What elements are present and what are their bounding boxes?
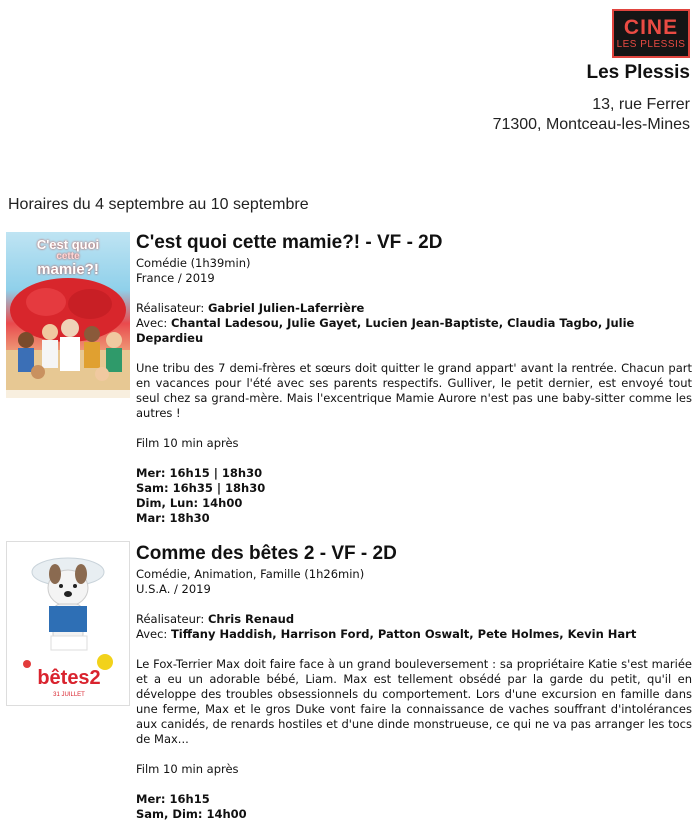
poster-betes-title: bêtes2	[37, 667, 101, 689]
film-genre: Comédie (1h39min)	[136, 256, 251, 270]
showtime-line: Mar: 18h30	[136, 511, 210, 525]
showtime-line: Sam, Dim: 14h00	[136, 807, 247, 821]
cast-label: Avec:	[136, 316, 168, 330]
cinema-address-city: 71300, Montceau-les-Mines	[492, 116, 690, 133]
director-name: Gabriel Julien-Laferrière	[207, 301, 365, 315]
film-origin: France / 2019	[136, 271, 215, 285]
poster-mamie-title	[6, 238, 130, 277]
director-label: Réalisateur:	[136, 301, 205, 315]
showtime-line: Dim, Lun: 14h00	[136, 496, 243, 510]
cast-names: Chantal Ladesou, Julie Gayet, Lucien Jean-Baptiste, Claudia Tagbo, Julie Depardieu	[136, 316, 635, 345]
cinema-address-street: 13, rue Ferrer	[592, 96, 690, 113]
film-cast	[136, 316, 692, 346]
showtime-line: Mer: 16h15 | 18h30	[136, 466, 263, 480]
cast-label: Avec:	[136, 627, 168, 641]
film-listing-betes	[136, 542, 692, 822]
showtime-line: Sam: 16h35 | 18h30	[136, 481, 266, 495]
logo-text-cine: CINE	[623, 15, 679, 39]
showtime-line: Mer: 16h15	[136, 792, 210, 806]
film-director	[136, 612, 692, 627]
film-cast	[136, 627, 692, 642]
film-title: C'est quoi cette mamie?! - VF - 2D	[136, 232, 443, 253]
director-label: Réalisateur:	[136, 612, 205, 626]
film-title: Comme des bêtes 2 - VF - 2D	[136, 543, 397, 564]
logo-text-plessis: LES PLESSIS	[616, 38, 686, 50]
director-name: Chris Renaud	[207, 612, 295, 626]
film-poster-mamie	[6, 232, 130, 398]
film-showtimes	[136, 792, 692, 822]
film-showtimes	[136, 466, 692, 526]
film-poster-betes	[6, 541, 130, 706]
schedule-period: Horaires du 4 septembre au 10 septembre	[8, 196, 309, 213]
poster-mamie-title-2: cette	[56, 251, 80, 262]
poster-betes-date: 31 JUILLET	[53, 692, 85, 698]
film-synopsis: Une tribu des 7 demi-frères et sœurs doit quitter le grand appart' avant la rentrée. Chacun part en vacances pour l'été avec ses parents respectifs. Gulliver, le petit dernier, est envoyé tout seul chez sa grand-mère. Mais l'excentrique Mamie Aurore n'est pas une baby-sitter comme les autres !	[136, 361, 692, 420]
film-director	[136, 301, 692, 316]
film-listing-mamie	[136, 231, 692, 526]
film-synopsis: Le Fox-Terrier Max doit faire face à un grand bouleversement : sa propriétaire Katie s'est mariée et a eu un adorable bébé, Liam. Max est tellement obsédé par la garde du petit, qu'il en développe des troubles obsessionnels du comportement. Lors d'une excursion en famille dans une ferme, Max et le gros Duke vont faire la connaissance de vaches souffrant d'intolérances aux canidés, de renards hostiles et d'une dinde monstrueuse, ce qui ne va pas arranger les tocs de Max...	[136, 657, 692, 746]
cinema-logo	[612, 9, 690, 58]
cast-names: Tiffany Haddish, Harrison Ford, Patton Oswalt, Pete Holmes, Kevin Hart	[170, 627, 637, 641]
film-origin: U.S.A. / 2019	[136, 582, 211, 596]
film-genre: Comédie, Animation, Famille (1h26min)	[136, 567, 365, 581]
poster-mamie-title-1: C'est quoi	[36, 237, 100, 252]
poster-mamie-title-3: mamie?!	[37, 261, 99, 278]
film-note: Film 10 min après	[136, 762, 239, 776]
film-note: Film 10 min après	[136, 436, 239, 450]
cinema-name: Les Plessis	[586, 62, 690, 83]
